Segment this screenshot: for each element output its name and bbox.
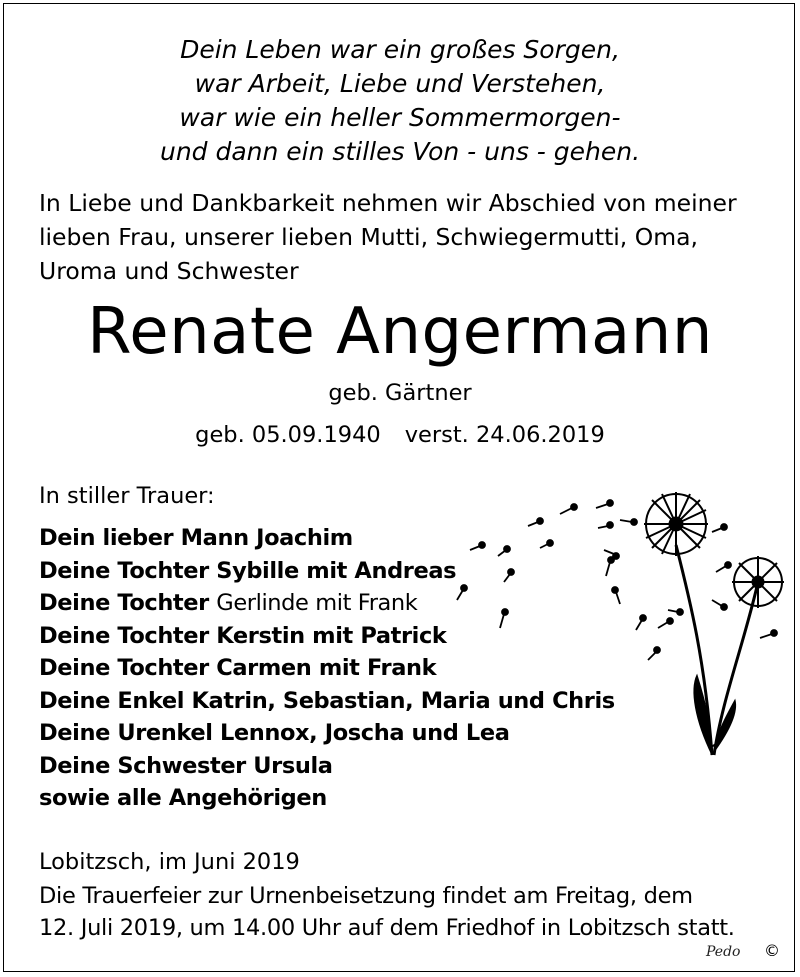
life-dates [0,420,800,450]
mourner-bold: Deine Enkel Katrin, Sebastian, Maria und Chris [39,687,615,714]
mourner-bold: Deine Schwester Ursula [39,752,333,779]
poem-line: Dein Leben war ein großes Sorgen, [180,35,620,64]
poem-line: war Arbeit, Liebe und Verstehen, [194,69,606,98]
mourner-bold: sowie alle Angehörigen [39,785,327,811]
deceased-name: Renate Angermann [87,295,713,369]
poem-line: war wie ein heller Sommermorgen- [179,103,621,132]
mourner-normal: Gerlinde mit Frank [216,590,418,616]
service-info [39,880,779,944]
poem-line: und dann ein stilles Von - uns - gehen. [159,137,641,166]
mourner-bold: Deine Tochter Sybille mit Andreas [39,557,457,584]
mourner-bold: Deine Tochter [39,590,217,616]
farewell-intro: In Liebe und Dankbarkeit nehmen wir Abschied von meiner lieben Frau, unserer lieben Mutti, Schwiegermutti, Oma, Uroma und Schwester [39,189,737,285]
mourner-bold: Deine Tochter Carmen mit Frank [39,655,437,681]
mourner-bold: Deine Urenkel Lennox, Joscha und Lea [39,720,510,746]
copyright-symbol: © [764,941,780,960]
mourner-bold: Deine Tochter Kerstin mit Patrick [39,622,447,649]
artist-signature: Pedo [706,944,741,960]
mourner-line [39,782,659,815]
mourning-label: In stiller Trauer: [39,483,215,509]
service-line: Die Trauerfeier zur Urnenbeisetzung findet am Freitag, dem [39,883,693,909]
birth-date: geb. 05.09.1940 [195,422,381,448]
memorial-poem [0,33,800,169]
maiden-name: geb. Gärtner [328,380,472,406]
service-line: 12. Juli 2019, um 14.00 Uhr auf dem Friedhof in Lobitzsch statt. [39,915,735,941]
dandelion-icon [440,480,785,765]
place-date: Lobitzsch, im Juni 2019 [39,849,300,875]
death-date: verst. 24.06.2019 [404,422,605,448]
mourner-bold: Dein lieber Mann Joachim [39,525,353,551]
